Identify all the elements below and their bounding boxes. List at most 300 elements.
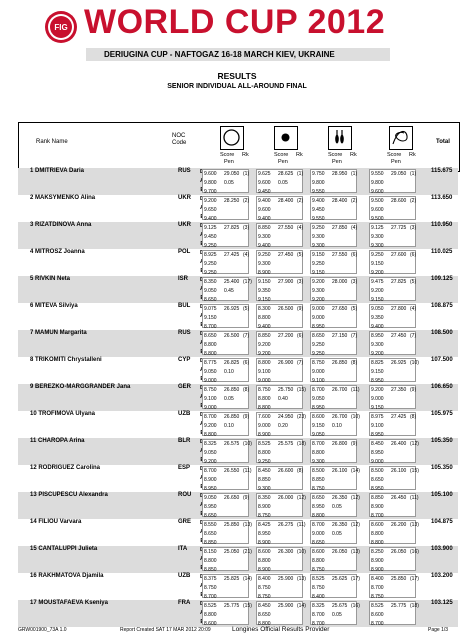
score-e: 8.800 xyxy=(371,540,384,546)
score-a: 8.900 xyxy=(204,477,217,483)
dae-scores xyxy=(312,467,325,494)
score-e: 9.250 xyxy=(312,351,325,357)
score-d: 8.650 xyxy=(204,333,217,339)
score-a: 9.450 xyxy=(312,207,325,213)
apparatus-rank: (17) xyxy=(243,279,252,285)
apparatus-total: 27.550 xyxy=(332,252,348,258)
dae-scores xyxy=(204,224,217,251)
score-e: 8.800 xyxy=(258,405,271,411)
score-d: 9.500 xyxy=(371,198,384,204)
apparatus-score xyxy=(224,440,239,449)
score-header: Score xyxy=(220,152,235,158)
athlete-name: 7 MAMUN Margarita xyxy=(30,330,87,336)
score-a: 9.100 xyxy=(204,396,217,402)
apparatus-cell xyxy=(369,520,419,546)
apparatus-rank: (3) xyxy=(297,279,304,285)
apparatus-penalty: 0.45 xyxy=(224,288,234,294)
apparatus-total: 26.550 xyxy=(224,468,240,474)
athlete-name: 11 CHAROPA Arina xyxy=(30,438,85,444)
score-d: 8.450 xyxy=(371,441,384,447)
table-row xyxy=(18,249,458,276)
apparatus-penalty: 0.05 xyxy=(332,612,342,618)
athlete-noc: RUS xyxy=(178,330,191,336)
dae-scores xyxy=(371,278,384,305)
score-d: 8.850 xyxy=(258,333,271,339)
dae-scores xyxy=(312,548,325,575)
score-d: 8.600 xyxy=(312,414,325,420)
score-pen-header xyxy=(328,152,342,166)
apparatus-total: 27.725 xyxy=(391,225,407,231)
dae-scores xyxy=(312,575,325,602)
apparatus-score xyxy=(224,467,239,476)
apparatus-cell xyxy=(256,547,306,573)
apparatus-rank: (8) xyxy=(351,360,358,366)
dae-scores xyxy=(371,359,384,386)
apparatus-total: 28.400 xyxy=(332,198,348,204)
score-e: 8.900 xyxy=(258,270,271,276)
score-e: 9.250 xyxy=(204,270,217,276)
table-row xyxy=(18,222,458,249)
score-e: 9.250 xyxy=(204,243,217,249)
score-d: 7.600 xyxy=(258,414,271,420)
apparatus-total: 25.400 xyxy=(224,279,240,285)
apparatus-cell xyxy=(369,547,419,573)
apparatus-score xyxy=(332,494,347,512)
apparatus-penalty: 0.05 xyxy=(278,180,288,186)
apparatus-cell xyxy=(310,601,360,627)
apparatus-cell xyxy=(369,493,419,519)
apparatus-total: 27.425 xyxy=(224,252,240,258)
dae-scores xyxy=(204,440,217,467)
pen-header: Pen xyxy=(224,159,234,165)
score-a: 9.250 xyxy=(204,261,217,267)
apparatus-rank: (8) xyxy=(297,468,304,474)
apparatus-total: 27.850 xyxy=(332,225,348,231)
athlete-name: 17 MOUSTAFAEVA Kseniya xyxy=(30,600,108,606)
score-a: 8.800 xyxy=(258,315,271,321)
score-a: 8.600 xyxy=(371,612,384,618)
dae-scores xyxy=(204,170,217,197)
pen-header: Pen xyxy=(391,159,401,165)
apparatus-total: 26.275 xyxy=(278,522,294,528)
dae-scores xyxy=(204,494,217,521)
score-a: 9.800 xyxy=(204,180,217,186)
athlete-name: 5 RIVKIN Neta xyxy=(30,276,71,282)
apparatus-score xyxy=(224,251,239,260)
apparatus-penalty: 0.10 xyxy=(332,423,342,429)
score-a: 9.050 xyxy=(312,396,325,402)
apparatus-cell xyxy=(369,412,416,436)
athlete-total: 110.025 xyxy=(431,249,453,255)
apparatus-cell xyxy=(256,520,306,546)
score-e: 9.400 xyxy=(258,216,271,222)
score-e: 8.950 xyxy=(371,432,384,438)
apparatus-score xyxy=(391,602,406,611)
apparatus-score xyxy=(391,251,406,260)
score-e: 9.700 xyxy=(204,189,217,195)
apparatus-rank: (15) xyxy=(243,603,252,609)
apparatus-total: 28.950 xyxy=(332,171,348,177)
score-d: 8.600 xyxy=(258,549,271,555)
table-row xyxy=(18,357,458,384)
athlete-noc: UZB xyxy=(178,411,191,417)
apparatus-total: 28.250 xyxy=(224,198,240,204)
dae-scores xyxy=(258,386,271,413)
score-a: 9.000 xyxy=(258,423,271,429)
apparatus-score xyxy=(391,575,406,584)
score-a: 9.300 xyxy=(371,342,384,348)
table-row xyxy=(18,384,458,411)
score-a: 9.300 xyxy=(258,261,271,267)
table-row xyxy=(18,303,458,330)
apparatus-score xyxy=(278,170,293,188)
athlete-total: 105.975 xyxy=(431,411,453,417)
apparatus-score xyxy=(224,494,239,503)
apparatus-total: 27.825 xyxy=(224,225,240,231)
apparatus-rank: (16) xyxy=(351,603,360,609)
apparatus-score xyxy=(224,278,239,296)
athlete-noc: ITA xyxy=(178,546,188,552)
score-e: 8.700 xyxy=(312,621,325,627)
apparatus-cell xyxy=(256,196,303,220)
apparatus-rank: (6) xyxy=(297,333,304,339)
apparatus-total: 26.500 xyxy=(278,306,294,312)
apparatus-rank: (9) xyxy=(243,414,250,420)
event-line: DERIUGINA CUP - NAFTOGAZ 16-18 MARCH KIEV, UKRAINE xyxy=(104,50,335,59)
score-a: 9.800 xyxy=(371,180,384,186)
apparatus-cell xyxy=(256,223,303,247)
apparatus-rank: (11) xyxy=(297,522,306,528)
score-a: 9.350 xyxy=(371,315,384,321)
score-d: 8.600 xyxy=(371,522,384,528)
table-row xyxy=(18,411,458,438)
score-d: 8.525 xyxy=(371,603,384,609)
apparatus-rank: (5) xyxy=(351,306,358,312)
apparatus-total: 26.050 xyxy=(391,549,407,555)
score-a: 8.700 xyxy=(312,612,325,618)
apparatus-total: 25.775 xyxy=(224,603,240,609)
score-a: 9.300 xyxy=(371,234,384,240)
apparatus-total: 26.825 xyxy=(224,360,240,366)
apparatus-rank: (5) xyxy=(243,306,250,312)
score-d: 8.775 xyxy=(204,360,217,366)
dae-scores xyxy=(204,386,217,413)
apparatus-total: 26.600 xyxy=(278,468,294,474)
dae-scores xyxy=(258,332,271,359)
apparatus-total: 26.700 xyxy=(332,414,348,420)
athlete-noc: UKR xyxy=(178,222,191,228)
apparatus-score xyxy=(391,521,406,530)
score-e: 8.850 xyxy=(204,540,217,546)
apparatus-total: 27.425 xyxy=(391,414,407,420)
apparatus-score xyxy=(224,305,239,314)
apparatus-rank: (5) xyxy=(410,279,417,285)
score-d: 8.950 xyxy=(371,333,384,339)
dae-scores xyxy=(204,305,217,332)
score-d: 8.525 xyxy=(258,441,271,447)
results-provider: Longines Official Results Provider xyxy=(232,626,330,633)
apparatus-cell xyxy=(369,250,416,274)
apparatus-rank: (16) xyxy=(410,549,419,555)
athlete-total: 105.350 xyxy=(431,465,453,471)
apparatus-total: 28.625 xyxy=(278,171,294,177)
apparatus-score xyxy=(278,521,293,530)
score-a: 9.150 xyxy=(371,261,384,267)
dae-scores xyxy=(312,278,325,305)
apparatus-score xyxy=(278,224,293,233)
score-a: 9.200 xyxy=(204,423,217,429)
score-a: 8.650 xyxy=(204,531,217,537)
apparatus-rank: (12) xyxy=(297,495,306,501)
score-d: 9.475 xyxy=(371,279,384,285)
score-e: 8.700 xyxy=(371,621,384,627)
score-d: 9.150 xyxy=(312,252,325,258)
apparatus-total: 25.850 xyxy=(391,576,407,582)
apparatus-cell xyxy=(202,601,252,627)
score-d: 9.250 xyxy=(258,252,271,258)
score-a: 9.250 xyxy=(312,342,325,348)
apparatus-rank: (21) xyxy=(243,549,252,555)
apparatus-total: 29.050 xyxy=(391,171,407,177)
svg-text:FIG: FIG xyxy=(54,23,68,32)
score-a: 9.050 xyxy=(204,288,217,294)
apparatus-rank: (1) xyxy=(351,171,358,177)
dae-scores xyxy=(258,494,271,521)
athlete-noc: POL xyxy=(178,249,191,255)
dae-scores xyxy=(371,413,384,440)
apparatus-cell xyxy=(310,439,357,463)
apparatus-total: 28.000 xyxy=(332,279,348,285)
apparatus-total: 25.825 xyxy=(224,576,240,582)
apparatus-score xyxy=(391,548,406,557)
apparatus-cell xyxy=(202,331,249,355)
apparatus-score xyxy=(278,197,293,206)
apparatus-score xyxy=(278,332,293,341)
athlete-total: 105.100 xyxy=(431,492,453,498)
rank-name-header: Rank Name xyxy=(36,139,68,145)
report-code: GRW001900_73A 1.0 xyxy=(18,627,67,633)
score-a: 9.000 xyxy=(312,369,325,375)
score-a: 8.650 xyxy=(258,612,271,618)
apparatus-score xyxy=(278,548,293,557)
score-a: 9.200 xyxy=(371,288,384,294)
apparatus-total: 26.900 xyxy=(278,360,294,366)
dae-scores xyxy=(258,170,271,197)
apparatus-cell xyxy=(202,358,249,382)
athlete-total: 115.675 xyxy=(431,168,453,174)
score-a: 9.800 xyxy=(312,180,325,186)
apparatus-score xyxy=(224,224,239,233)
dae-scores xyxy=(204,251,217,278)
apparatus-cell xyxy=(202,520,252,546)
athlete-noc: ESP xyxy=(178,465,191,471)
dae-scores xyxy=(204,413,217,440)
apparatus-cell xyxy=(310,304,357,328)
apparatus-score xyxy=(224,332,239,341)
apparatus-score xyxy=(391,305,406,314)
dae-scores xyxy=(258,467,271,494)
apparatus-cell xyxy=(310,385,360,411)
rk-header: Rk xyxy=(350,152,357,158)
apparatus-score xyxy=(278,575,293,584)
score-d: 8.600 xyxy=(312,549,325,555)
apparatus-score xyxy=(391,224,406,233)
score-d: 8.450 xyxy=(258,468,271,474)
apparatus-total: 26.300 xyxy=(278,549,294,555)
apparatus-total: 25.900 xyxy=(278,603,294,609)
apparatus-score xyxy=(332,548,347,557)
apparatus-score xyxy=(391,170,406,179)
score-e: 8.800 xyxy=(204,432,217,438)
athlete-total: 105.350 xyxy=(431,438,453,444)
score-header: Score xyxy=(387,152,402,158)
score-e: 9.550 xyxy=(312,189,325,195)
apparatus-score xyxy=(332,359,347,368)
apparatus-score xyxy=(224,548,239,557)
apparatus-total: 26.350 xyxy=(332,495,348,501)
pen-header: Pen xyxy=(332,159,342,165)
score-e: 8.900 xyxy=(371,567,384,573)
results-heading: RESULTS xyxy=(217,71,257,81)
apparatus-score xyxy=(391,440,406,449)
apparatus-total: 24.950 xyxy=(278,414,294,420)
rk-header: Rk xyxy=(242,152,249,158)
apparatus-cell xyxy=(310,466,360,492)
apparatus-score xyxy=(332,224,347,233)
score-e: 8.700 xyxy=(204,324,217,330)
score-a: 9.250 xyxy=(312,261,325,267)
apparatus-total: 27.200 xyxy=(278,333,294,339)
page-number: Page 1/3 xyxy=(428,627,449,633)
score-e: 8.950 xyxy=(312,405,325,411)
score-e: 8.900 xyxy=(258,432,271,438)
noc-code-header: NOC Code xyxy=(172,133,187,146)
athlete-total: 106.650 xyxy=(431,384,453,390)
score-d: 8.850 xyxy=(371,495,384,501)
apparatus-rank: (17) xyxy=(351,576,360,582)
apparatus-cell xyxy=(202,493,249,517)
apparatus-penalty: 0.10 xyxy=(224,423,234,429)
dae-scores xyxy=(258,548,271,575)
score-e: 8.800 xyxy=(312,513,325,519)
score-d: 9.125 xyxy=(204,225,217,231)
apparatus-score xyxy=(391,332,406,341)
athlete-noc: GRE xyxy=(178,519,192,525)
dae-scores xyxy=(371,521,384,548)
score-e: 9.050 xyxy=(312,432,325,438)
score-e: 8.600 xyxy=(204,621,217,627)
score-d: 8.550 xyxy=(204,522,217,528)
apparatus-cell xyxy=(369,601,419,627)
apparatus-rank: (7) xyxy=(243,333,250,339)
dae-scores xyxy=(371,170,384,197)
fig-logo-icon xyxy=(44,10,78,44)
athlete-total: 109.125 xyxy=(431,276,453,282)
apparatus-total: 26.500 xyxy=(224,333,240,339)
score-e: 8.950 xyxy=(312,324,325,330)
score-d: 9.750 xyxy=(312,171,325,177)
apparatus-rank: (2) xyxy=(297,198,304,204)
score-e: 9.200 xyxy=(371,351,384,357)
athlete-total: 110.950 xyxy=(431,222,453,228)
score-e: 9.200 xyxy=(204,459,217,465)
score-e: 9.200 xyxy=(371,270,384,276)
dae-scores xyxy=(371,197,384,224)
score-d: 8.700 xyxy=(204,414,217,420)
apparatus-rank: (11) xyxy=(410,495,419,501)
apparatus-rank: (12) xyxy=(351,522,360,528)
score-d: 8.500 xyxy=(371,468,384,474)
dae-scores xyxy=(371,305,384,332)
apparatus-total: 26.650 xyxy=(224,495,240,501)
athlete-total: 108.500 xyxy=(431,330,453,336)
score-a: 8.800 xyxy=(258,558,271,564)
score-a: 8.800 xyxy=(204,558,217,564)
score-d: 8.325 xyxy=(312,603,325,609)
apparatus-score xyxy=(332,413,347,431)
apparatus-total: 26.700 xyxy=(332,387,348,393)
score-a: 9.350 xyxy=(258,288,271,294)
apparatus-total: 27.900 xyxy=(278,279,294,285)
score-d: 8.700 xyxy=(312,441,325,447)
apparatus-cell xyxy=(202,466,252,492)
apparatus-score xyxy=(391,359,406,368)
apparatus-cell xyxy=(369,439,419,465)
ball-icon xyxy=(274,126,298,150)
score-e: 9.300 xyxy=(371,243,384,249)
score-e: 8.650 xyxy=(312,540,325,546)
score-d: 9.050 xyxy=(204,495,217,501)
score-e: 9.000 xyxy=(258,378,271,384)
apparatus-total: 25.750 xyxy=(278,387,294,393)
apparatus-score xyxy=(332,332,347,341)
apparatus-score xyxy=(391,494,406,503)
ribbon-icon xyxy=(389,126,413,150)
score-d: 8.650 xyxy=(312,333,325,339)
apparatus-rank: (13) xyxy=(351,549,360,555)
score-a: 8.700 xyxy=(371,585,384,591)
dae-scores xyxy=(371,224,384,251)
table-row xyxy=(18,519,458,546)
score-e: 8.950 xyxy=(371,378,384,384)
score-a: 9.100 xyxy=(258,369,271,375)
apparatus-rank: (9) xyxy=(410,387,417,393)
dae-scores xyxy=(204,548,217,575)
score-d: 8.325 xyxy=(204,441,217,447)
apparatus-penalty: 0.05 xyxy=(332,531,342,537)
athlete-name: 10 TROFIMOVA Ulyana xyxy=(30,411,96,417)
score-e: 9.400 xyxy=(204,216,217,222)
dae-scores xyxy=(312,305,325,332)
athlete-name: 16 RAKHMATOVA Djamila xyxy=(30,573,104,579)
apparatus-penalty: 0.05 xyxy=(224,396,234,402)
apparatus-cell xyxy=(310,493,360,519)
apparatus-cell xyxy=(369,385,416,409)
apparatus-score xyxy=(278,359,293,368)
dae-scores xyxy=(312,602,325,629)
apparatus-total: 26.050 xyxy=(332,549,348,555)
dae-scores xyxy=(258,359,271,386)
score-e: 8.850 xyxy=(204,567,217,573)
score-a: 8.750 xyxy=(258,585,271,591)
apparatus-cell xyxy=(202,385,249,409)
apparatus-rank: (3) xyxy=(243,225,250,231)
apparatus-score xyxy=(224,575,239,584)
table-row xyxy=(18,492,458,519)
dae-scores xyxy=(258,575,271,602)
score-a: 8.800 xyxy=(371,531,384,537)
table-row xyxy=(18,195,458,222)
